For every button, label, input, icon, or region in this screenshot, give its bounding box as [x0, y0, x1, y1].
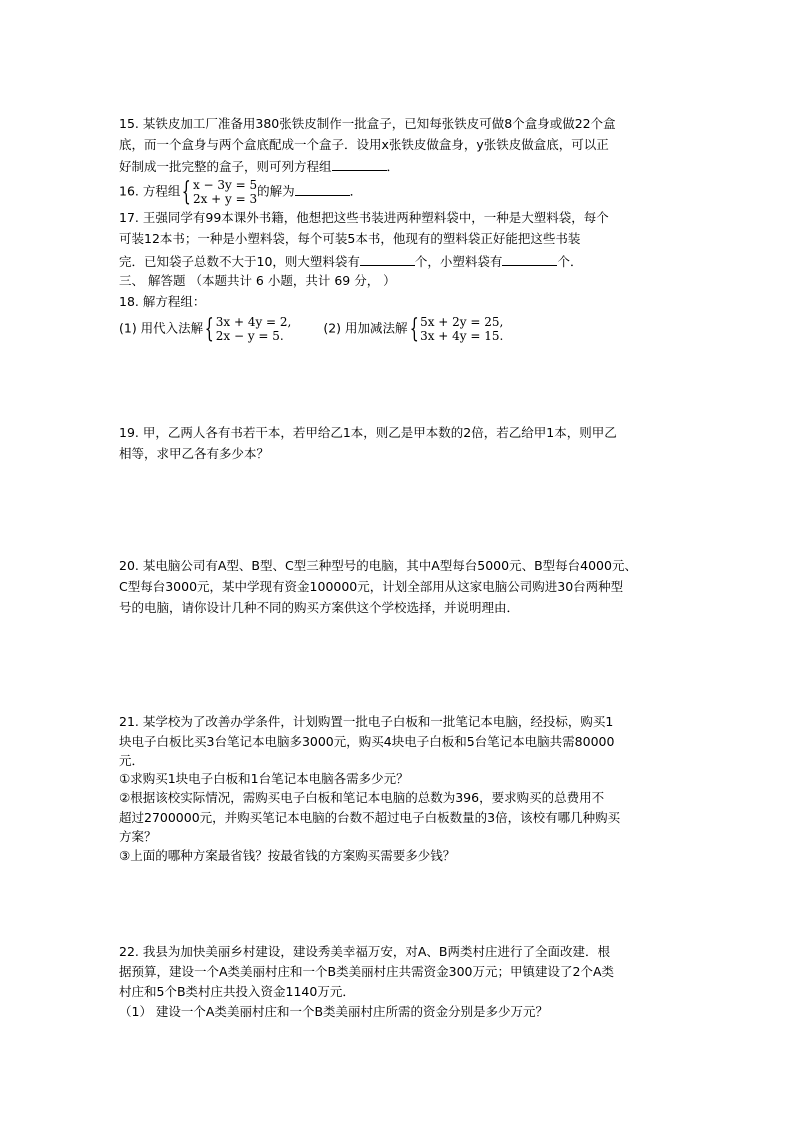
- q18-part2-eq1: 5x + 2y = 25,: [420, 315, 504, 329]
- q15-number: 15.: [119, 116, 139, 131]
- q15-text-1: 某铁皮加工厂准备用380张铁皮制作一批盒子，已知每张铁皮可做8个盒身或做22个盒: [142, 116, 616, 131]
- q20-line-3: 号的电脑，请你设计几种不同的购买方案供这个学校选择，并说明理由．: [119, 600, 520, 615]
- q17-large-bag-blank[interactable]: [360, 254, 415, 266]
- q20-line-1: 20. 某电脑公司有A型、B型、C型三种型号的电脑，其中A型每台5000元、B型每台4000元、: [119, 558, 637, 573]
- q17-text-1: 王强同学有99本课外书籍，他想把这些书装进两种塑料袋中，一种是大塑料袋，每个: [142, 210, 609, 225]
- q15-line-1: [119, 118, 616, 131]
- q17-line-1: [119, 212, 609, 225]
- q21-sub-2-line-2: 超过2700000元，并购买笔记本电脑的台数不超过电子白板数量的3倍，该校有哪几种购买: [119, 810, 621, 825]
- q18-part1-eq2: 2x − y = 5.: [215, 329, 284, 343]
- q18-part2-label: (2) 用加减法解: [323, 320, 408, 336]
- q16-brace: {: [182, 177, 192, 207]
- q22-line-1: 22. 我县为加快美丽乡村建设，建设秀美幸福万安，对A、B两类村庄进行了全面改建．根: [119, 944, 610, 959]
- q15-answer-blank[interactable]: [332, 159, 387, 171]
- q16-end: ．: [349, 183, 363, 199]
- q16-number: 16.: [119, 183, 139, 199]
- q16-equation-system: [180, 178, 257, 206]
- q18-part1-label: (1) 用代入法解: [119, 320, 204, 336]
- q16-eq1: x − 3y = 5: [192, 178, 258, 192]
- q15-text-3: 好制成一批完整的盒子，则可列方程组: [119, 159, 332, 174]
- q17-text-3a: 完．已知袋子总数不大于10，则大塑料袋有: [119, 254, 360, 269]
- q19-line-1: 19. 甲，乙两人各有书若干本，若甲给乙1本，则乙是甲本数的2倍，若乙给甲1本，则甲乙: [119, 425, 617, 440]
- q18-parts: [119, 315, 503, 343]
- q18-part2-system: [408, 315, 504, 343]
- q15-line-2: 底，而一个盒身与两个盒底配成一个盒子．设用x张铁皮做盒身，y张铁皮做盒底，可以正: [119, 137, 609, 152]
- q17-text-3b: 个，小塑料袋有: [414, 254, 503, 269]
- q20-line-2: C型每台3000元，某中学现有资金100000元，计划全部用从这家电脑公司购进30台两种型: [119, 579, 624, 594]
- q15-line-3: [119, 159, 399, 174]
- q21-line-3: 元．: [119, 753, 145, 768]
- q19-line-2: 相等，求甲乙各有多少本？: [119, 446, 270, 461]
- q16-prefix: 方程组: [142, 183, 181, 199]
- q21-sub-2-line-3: 方案？: [119, 829, 157, 844]
- q17-line-2: 可装12本书；一种是小塑料袋，每个可装5本书，他现有的塑料袋正好能把这些书装: [119, 231, 581, 246]
- q21-sub-3: ③上面的哪种方案最省钱？按最省钱的方案购买需要多少钱？: [119, 848, 456, 863]
- q22-line-3: 村庄和5个B类村庄共投入资金1140万元．: [119, 984, 355, 999]
- q18-title: 18. 解方程组：: [119, 294, 206, 309]
- q18-part1-eq1: 3x + 4y = 2,: [215, 315, 292, 329]
- q16-suffix: 的解为: [257, 183, 295, 199]
- q18-part1-brace: {: [204, 314, 215, 344]
- q21-line-1: 21. 某学校为了改善办学条件，计划购置一批电子白板和一批笔记本电脑，经投标，购买1: [119, 714, 614, 729]
- q21-sub-2-line-1: ②根据该校实际情况，需购买电子白板和笔记本电脑的总数为396，要求购买的总费用不: [119, 790, 605, 805]
- q18-part2-brace: {: [409, 314, 419, 344]
- q22-sub-1: （1） 建设一个A类美丽村庄和一个B类美丽村庄所需的资金分别是多少万元？: [119, 1004, 549, 1019]
- q16-eq2: 2x + y = 3: [192, 192, 258, 206]
- q16-answer-blank[interactable]: [295, 184, 350, 196]
- q17-small-bag-blank[interactable]: [502, 254, 557, 266]
- q21-line-2: 块电子白板比买3台笔记本电脑多3000元，购买4块电子白板和5台笔记本电脑共需80000: [119, 734, 615, 749]
- q18-part2-eq2: 3x + 4y = 15.: [420, 329, 504, 343]
- q18-part1-system: [203, 315, 291, 343]
- q21-sub-1: ①求购买1块电子白板和1台笔记本电脑各需多少元？: [119, 771, 409, 786]
- section-3-heading: 三、 解答题 （本题共计 6 小题，共计 69 分， ）: [119, 273, 396, 288]
- q22-line-2: 据预算，建设一个A类美丽村庄和一个B类美丽村庄共需资金300万元；甲镇建设了2个A类: [119, 964, 614, 979]
- q17-line-3: [119, 254, 582, 269]
- q17-text-3c: 个．: [557, 254, 583, 269]
- q17-number: 17.: [119, 210, 139, 225]
- q15-end: ．: [386, 159, 400, 174]
- q16-line: [119, 178, 362, 206]
